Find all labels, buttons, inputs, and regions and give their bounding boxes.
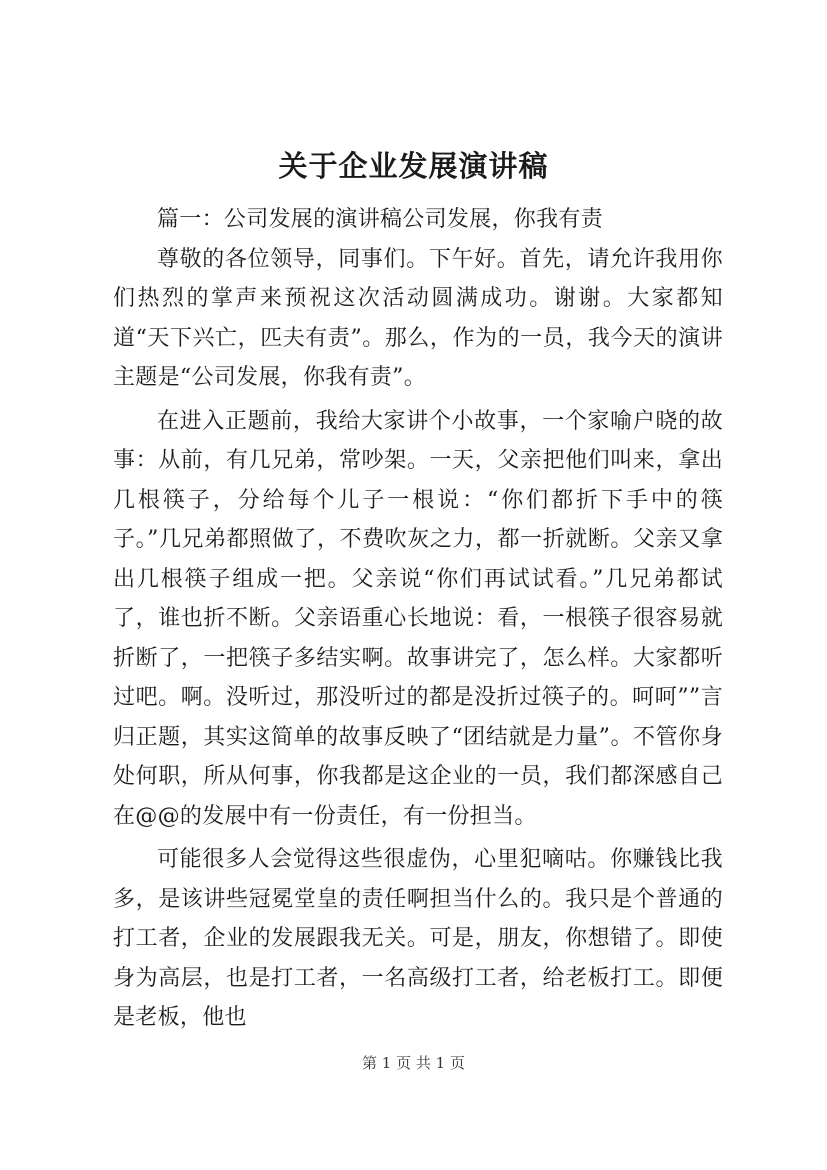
paragraph-3: 可能很多人会觉得这些很虚伪，心里犯嘀咕。你赚钱比我多，是该讲些冠冕堂皇的责任啊担当什么的。我只是个普通的打工者，企业的发展跟我无关。可是，朋友，你想错了。即使身为高层，也是打工者，一名高级打工者，给老板打工。即便是老板，他也 [113,847,723,1030]
document-body [113,200,723,1038]
section-heading: 篇一：公司发展的演讲稿公司发展，你我有责 [157,207,604,232]
paragraph-1: 尊敬的各位领导，同事们。下午好。首先，请允许我用你们热烈的掌声来预祝这次活动圆满成功。谢谢。大家都知道“天下兴亡，匹夫有责”。那么，作为的一员，我今天的演讲主题是“公司发展，你我有责”。 [113,246,723,390]
document-title: 关于企业发展演讲稿 [278,149,549,183]
paragraph-2: 在进入正题前，我给大家讲个小故事，一个家喻户晓的故事：从前，有几兄弟，常吵架。一天，父亲把他们叫来，拿出几根筷子，分给每个儿子一根说：“你们都折下手中的筷子。”几兄弟都照做了，不费吹灰之力，都一折就断。父亲又拿出几根筷子组成一把。父亲说“你们再试试看。”几兄弟都试了，谁也折不断。父亲语重心长地说：看，一根筷子很容易就折断了，一把筷子多结实啊。故事讲完了，怎么样。大家都听过吧。啊。没听过，那没听过的都是没折过筷子的。呵呵””言归正题，其实这简单的故事反映了“团结就是力量”。不管你身处何职，所从何事，你我都是这企业的一员，我们都深感自己在@@的发展中有一份责任，有一份担当。 [113,408,723,829]
page-footer: 第 1 页 共 1 页 [362,1054,465,1072]
